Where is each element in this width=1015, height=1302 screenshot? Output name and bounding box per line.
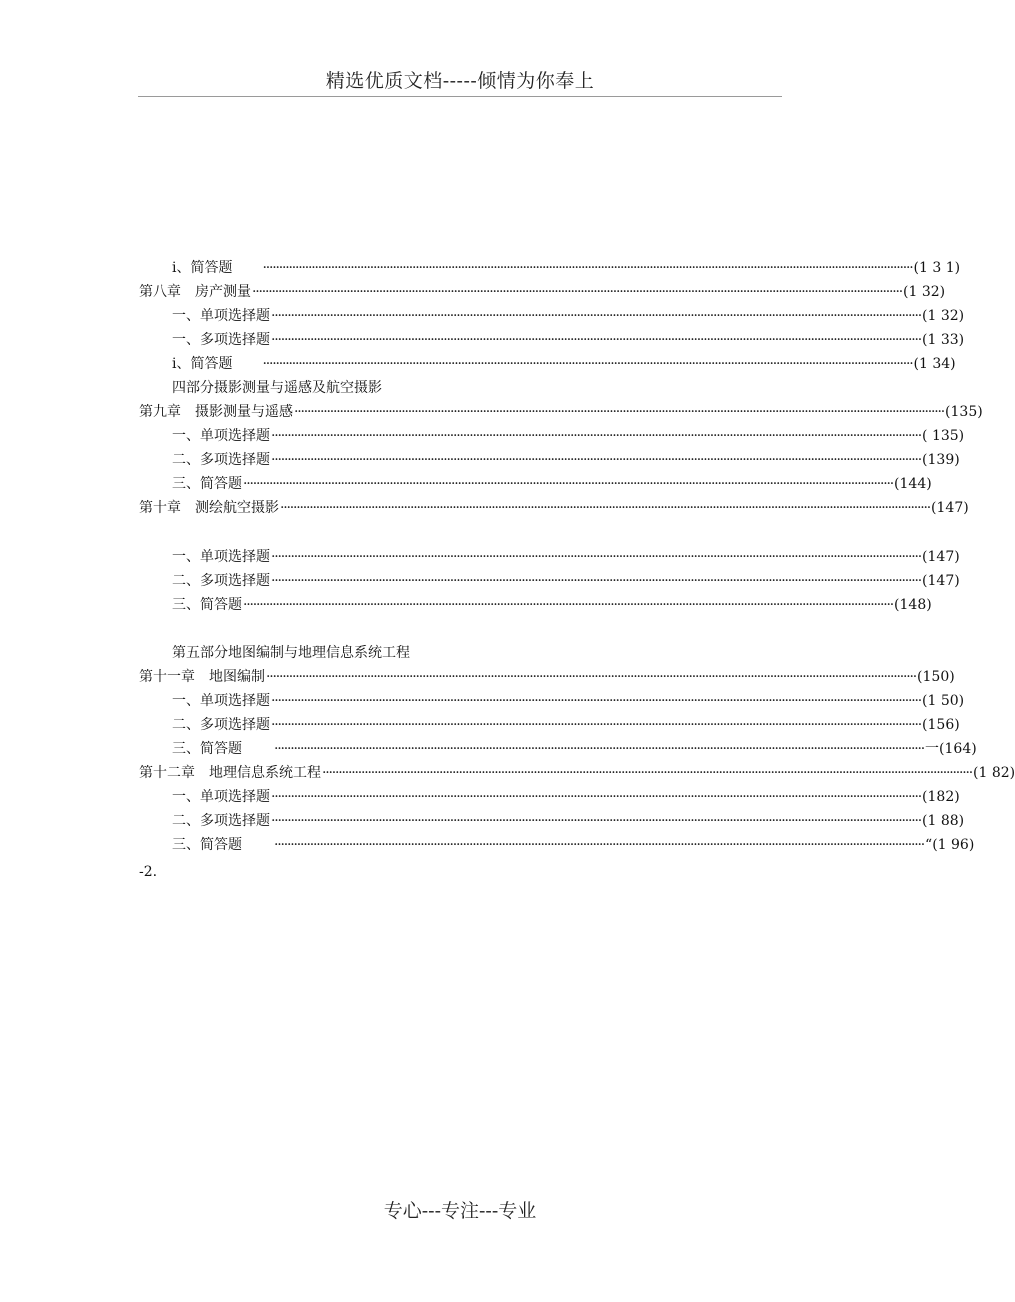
dot-leader: ········································································································································································································ xyxy=(252,284,903,300)
toc-entry-label: 一、单项选择题 xyxy=(172,428,270,444)
dot-leader: ········································································································································································································ xyxy=(271,452,922,468)
dot-leader: ········································································································································································································ xyxy=(280,500,931,516)
toc-entry[interactable] xyxy=(172,258,961,278)
toc-entry-label: 一、单项选择题 xyxy=(172,789,270,805)
dot-leader: ········································································································································································································ xyxy=(271,813,922,829)
dot-leader: ········································································································································································································ xyxy=(271,332,922,348)
toc-entry[interactable] xyxy=(172,450,960,470)
toc-entry[interactable] xyxy=(172,354,956,374)
dot-leader: ········································································································································································································ xyxy=(243,476,894,492)
toc-entry-label: 一、单项选择题 xyxy=(172,308,270,324)
toc-entry-page: (182) xyxy=(922,789,960,805)
toc-entry-page: (1 33) xyxy=(922,332,965,348)
toc-entry-label: 三、简答题 xyxy=(172,597,242,613)
dot-leader: ········································································································································································································ xyxy=(271,428,922,444)
toc-entry-page: ( 135) xyxy=(922,428,965,444)
dot-leader: ········································································································································································································ xyxy=(274,741,925,757)
toc-entry-page: (1 50) xyxy=(922,693,965,709)
toc-entry-label: 第十一章 地图编制 xyxy=(139,669,265,685)
toc-entry-label: i、简答题 xyxy=(172,260,233,276)
toc-chapter-entry[interactable] xyxy=(139,667,955,687)
page-header-title: 精选优质文档-----倾情为你奉上 xyxy=(325,70,595,92)
toc-entry-label: 一、多项选择题 xyxy=(172,332,270,348)
toc-entry[interactable] xyxy=(172,739,977,759)
toc-entry-label: i、简答题 xyxy=(172,356,233,372)
page-footer-text: 专心---专注---专业 xyxy=(383,1200,537,1222)
toc-entry-label: 三、简答题 xyxy=(172,837,242,853)
toc-entry-label: 一、单项选择题 xyxy=(172,549,270,565)
toc-entry[interactable] xyxy=(172,691,965,711)
dot-leader: ········································································································································································································ xyxy=(266,669,917,685)
page-number: -2. xyxy=(139,864,158,880)
dot-leader: ········································································································································································································ xyxy=(274,837,925,853)
toc-entry-label: 第八章 房产测量 xyxy=(139,284,251,300)
part-heading: 第五部分地图编制与地理信息系统工程 xyxy=(172,645,410,661)
toc-entry-label: 一、单项选择题 xyxy=(172,693,270,709)
toc-entry[interactable] xyxy=(172,426,965,446)
toc-entry-label: 三、简答题 xyxy=(172,741,242,757)
toc-entry[interactable] xyxy=(172,811,965,831)
dot-leader: ········································································································································································································ xyxy=(271,549,922,565)
toc-chapter-entry[interactable] xyxy=(139,498,969,518)
toc-entry-page: (148) xyxy=(894,597,932,613)
toc-entry-page: 一(164) xyxy=(925,741,977,757)
toc-entry-page: (1 3 1) xyxy=(913,260,961,276)
toc-entry-page: (1 88) xyxy=(922,813,965,829)
toc-chapter-entry[interactable] xyxy=(139,282,946,302)
toc-entry-page: (1 34) xyxy=(913,356,956,372)
toc-entry-page: (147) xyxy=(922,573,960,589)
dot-leader: ········································································································································································································ xyxy=(271,789,922,805)
toc-entry-label: 二、多项选择题 xyxy=(172,813,270,829)
dot-leader: ········································································································································································································ xyxy=(271,693,922,709)
toc-chapter-entry[interactable] xyxy=(139,402,983,422)
toc-entry-page: (144) xyxy=(894,476,932,492)
dot-leader: ········································································································································································································ xyxy=(322,765,973,781)
dot-leader: ········································································································································································································ xyxy=(271,308,922,324)
toc-entry-page: (1 82) xyxy=(973,765,1015,781)
toc-entry-label: 第十二章 地理信息系统工程 xyxy=(139,765,321,781)
toc-entry[interactable] xyxy=(172,787,960,807)
dot-leader: ········································································································································································································ xyxy=(262,260,913,276)
toc-entry-page: (147) xyxy=(931,500,969,516)
toc-entry[interactable] xyxy=(172,595,932,615)
toc-entry[interactable] xyxy=(172,474,932,494)
toc-chapter-entry[interactable] xyxy=(139,763,1015,783)
toc-entry-label: 二、多项选择题 xyxy=(172,717,270,733)
part-heading: 四部分摄影测量与遥感及航空摄影 xyxy=(172,380,382,396)
toc-entry[interactable] xyxy=(172,715,960,735)
dot-leader: ········································································································································································································ xyxy=(294,404,945,420)
toc-entry[interactable] xyxy=(172,571,960,591)
toc-entry-page: (156) xyxy=(922,717,960,733)
toc-entry-label: 第九章 摄影测量与遥感 xyxy=(139,404,293,420)
toc-entry-label: 第十章 测绘航空摄影 xyxy=(139,500,279,516)
toc-entry-page: (150) xyxy=(917,669,955,685)
toc-entry-page: (139) xyxy=(922,452,960,468)
toc-entry-page: (135) xyxy=(945,404,983,420)
dot-leader: ········································································································································································································ xyxy=(271,573,922,589)
toc-entry-page: (1 32) xyxy=(903,284,946,300)
toc-entry-page: (1 32) xyxy=(922,308,965,324)
dot-leader: ········································································································································································································ xyxy=(262,356,913,372)
dot-leader: ········································································································································································································ xyxy=(243,597,894,613)
toc-entry-label: 二、多项选择题 xyxy=(172,452,270,468)
toc-entry[interactable] xyxy=(172,547,960,567)
toc-entry-label: 二、多项选择题 xyxy=(172,573,270,589)
toc-entry-page: “(1 96) xyxy=(925,837,975,853)
toc-entry[interactable] xyxy=(172,330,965,350)
toc-entry[interactable] xyxy=(172,835,975,855)
dot-leader: ········································································································································································································ xyxy=(271,717,922,733)
toc-entry[interactable] xyxy=(172,306,965,326)
toc-entry-page: (147) xyxy=(922,549,960,565)
toc-entry-label: 三、简答题 xyxy=(172,476,242,492)
